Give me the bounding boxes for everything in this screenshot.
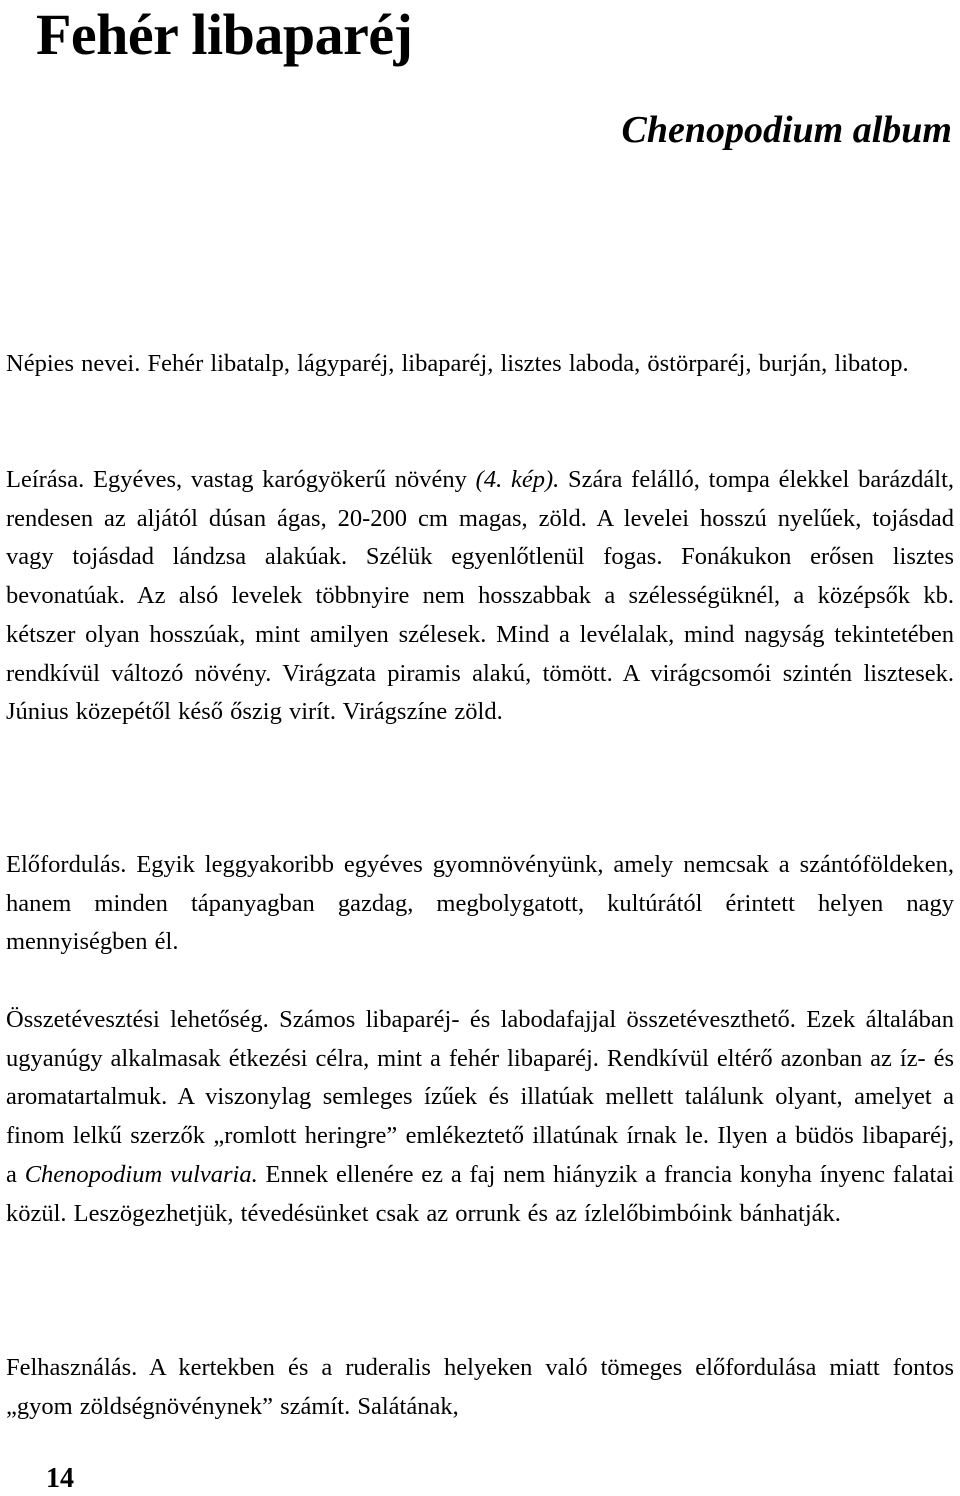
- page-title: Fehér libaparéj: [36, 2, 413, 67]
- section-text: A kertekben és a ruderalis helyeken való tömeges előfordulása miatt fontos „gyom zöldségnövénynek” számít. Salátának,: [6, 1354, 955, 1420]
- section-text: Egyéves, vastag karógyökerű növény: [92, 466, 467, 493]
- section-text: Számos libaparéj- és labodafajjal összetéveszthető. Ezek általában ugyanúgy alkalmasak étkezési célra, mint a fehér libaparéj. Rendkívül eltérő azonban az íz- és aromatartalmuk. A viszonylag semleges ízűek és illatúak mellett találunk olyant, amelyet a finom lelkű szerzők „romlott heringre” emlékeztető illatúnak írnak le. Ilyen a büdös libaparéj, a: [6, 1006, 954, 1188]
- species-name: Chenopodium vulvaria.: [24, 1160, 258, 1188]
- section-text: Egyik leggyakoribb egyéves gyomnövényünk, amely nemcsak a szántóföldeken, hanem minden tápanyagban gazdag, megbolygatott, kultúrától érintett helyen nagy mennyiségben él.: [6, 851, 955, 956]
- section-heading: Előfordulás.: [6, 851, 127, 878]
- section-heading: Népies nevei.: [6, 350, 141, 377]
- section-heading: Leírása.: [6, 466, 85, 493]
- section-elofordulas: [6, 846, 954, 962]
- scientific-name: Chenopodium album: [621, 109, 952, 151]
- page-number: 14: [46, 1463, 74, 1494]
- figure-reference: (4. kép).: [475, 466, 560, 493]
- section-text: Ennek ellenére ez a faj nem hiányzik a francia konyha ínyenc falatai közül. Leszögezhetjük, tévedésünket csak az orrunk és az ízlelőbimbóink bánhatják.: [6, 1160, 955, 1227]
- section-text: Fehér libatalp, lágyparéj, libaparéj, lisztes laboda, östörparéj, burján, libatop.: [147, 350, 909, 377]
- section-leirasa: [6, 461, 954, 732]
- section-heading: Összetévesztési lehetőség.: [6, 1006, 269, 1033]
- section-felhasznalas: [6, 1349, 954, 1426]
- section-osszetevesztes: [6, 1001, 954, 1233]
- section-nepies-nevei: [6, 345, 954, 384]
- section-heading: Felhasználás.: [6, 1354, 138, 1381]
- section-text: Szára felálló, tompa élekkel barázdált, rendesen az aljától dúsan ágas, 20-200 cm magas, zöld. A levelei hosszú nyelűek, tojásdad vagy tojásdad lándzsa alakúak. Szélük egyenlőtlenül fogas. Fonákukon erősen lisztes bevonatúak. Az alsó levelek többnyire nem hosszabbak a szélességüknél, a középsők kb. kétszer olyan hosszúak, mint amilyen szélesek. Mind a levélalak, mind nagyság tekintetében rendkívül változó növény. Virágzata piramis alakú, tömött. A virágcsomói szintén lisztesek. Június közepétől késő őszig virít. Virágszíne zöld.: [6, 466, 955, 726]
